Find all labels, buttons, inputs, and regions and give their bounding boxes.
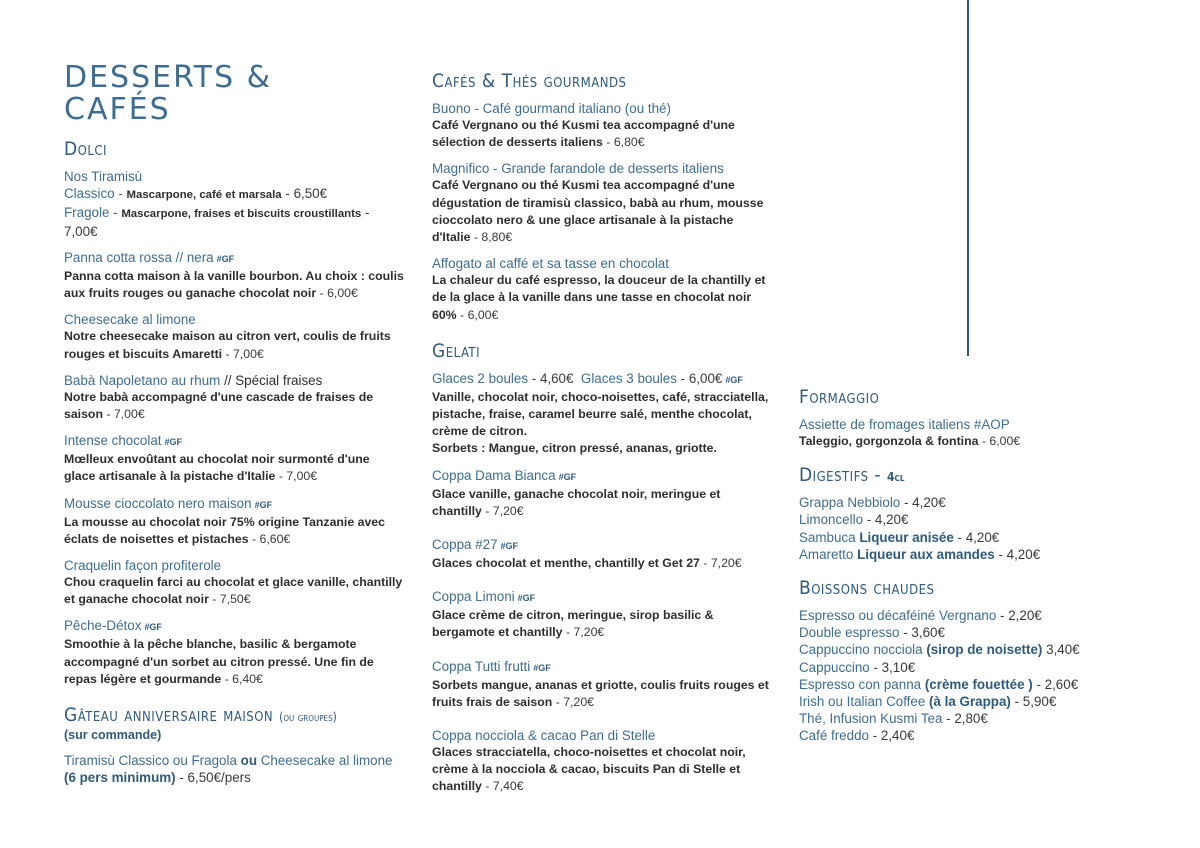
item-price: 7,20€ xyxy=(573,625,605,640)
classico-desc: Mascarpone, café et marsala xyxy=(126,189,282,201)
item-price: 4,20€ xyxy=(965,529,1000,545)
item-desc: Glaces chocolat et menthe, chantilly et Get 27 xyxy=(432,556,700,571)
item-name: Cappuccino xyxy=(799,659,870,675)
gf-tag: #GF xyxy=(533,662,551,673)
tiramisu-fragole-line: Fragole - Mascarpone, fraises et biscuits croustillants - 7,00€ xyxy=(64,205,370,239)
list-item: Espresso ou décaféiné Vergnano - 2,20€ xyxy=(799,608,1042,624)
list-item: Double espresso - 3,60€ xyxy=(799,625,945,641)
item-price: 6,40€ xyxy=(232,671,263,686)
item-price: 2,40€ xyxy=(880,728,915,744)
item-name: Irish ou Italian Coffee xyxy=(799,694,926,710)
page-title xyxy=(64,62,404,126)
dolci-item: Cheesecake al limone Notre cheesecake maison au citron vert, coulis de fruits rouges et biscuits Amaretti - 7,00€ xyxy=(64,312,391,361)
classico-name: Classico xyxy=(64,186,115,201)
gateau-line xyxy=(64,752,404,769)
column-cafes-gelati xyxy=(432,70,772,805)
dolci-item: Craquelin façon profiterole Chou craquelin farci au chocolat et glace vanille, chantilly et ganache chocolat noir - 7,50€ xyxy=(64,558,403,607)
gf-tag: #GF xyxy=(164,437,183,448)
item-name: Coppa #27 xyxy=(432,537,498,553)
item-suffix: // Spécial fraises xyxy=(224,372,323,388)
gateau-price-line: (6 pers minimum) - 6,50€/pers xyxy=(64,770,251,786)
item-name: Buono - Café gourmand italiano (ou thé) xyxy=(432,101,671,116)
list-item xyxy=(799,641,1099,658)
dolci-heading: Dolci xyxy=(64,138,107,160)
item-name: Coppa Dama Bianca xyxy=(432,467,556,483)
boissons-heading: Boissons chaudes xyxy=(799,577,935,600)
item-price: 7,50€ xyxy=(219,592,251,607)
item-name: Espresso ou décaféiné Vergnano xyxy=(799,608,997,624)
item-name: Coppa nocciola & cacao Pan di Stelle xyxy=(432,728,656,744)
fragole-name: Fragole xyxy=(64,205,110,220)
list-item: Cappuccino - 3,10€ xyxy=(799,659,916,675)
column-formaggio-boissons xyxy=(799,386,1099,745)
gateau-or: ou xyxy=(240,753,257,769)
gf-tag: #GF xyxy=(558,471,577,482)
gelati-heading: Gelati xyxy=(432,339,481,362)
item-desc: La mousse au chocolat noir 75% origine Tanzanie avec éclats de noisettes et pistaches xyxy=(64,514,385,546)
fragole-desc: Mascarpone, fraises et biscuits croustillants xyxy=(121,208,362,220)
item-desc: Panna cotta maison à la vanille bourbon. Au choix : coulis aux fruits rouges ou ganache chocolat noir xyxy=(64,269,404,301)
item-name: Panna cotta rossa // nera xyxy=(64,250,214,265)
boissons-list xyxy=(799,607,1099,745)
item-name: Craquelin façon profiterole xyxy=(64,558,222,574)
item-name: Cheesecake al limone xyxy=(64,312,196,328)
item-name: Amaretto xyxy=(799,546,854,562)
gf-tag: #GF xyxy=(144,622,162,633)
item-desc: Chou craquelin farci au chocolat et glace vanille, chantilly et ganache chocolat noir xyxy=(64,575,403,607)
sorbets-flavours: Sorbets : Mangue, citron pressé, ananas, griotte. xyxy=(432,441,717,456)
digestifs-heading-text: Digestifs - xyxy=(799,464,888,487)
item-price: 6,00€ xyxy=(327,286,358,301)
item-price: 7,00€ xyxy=(233,346,264,361)
item-desc: Taleggio, gorgonzola & fontina xyxy=(799,434,979,448)
dolci-item: Pêche-Détox #GF Smoothie à la pêche blanche, basilic & bergamote accompagné d'un sorbet au citron pressé. Une fin de repas légère et gourmande - 6,40€ xyxy=(64,618,374,686)
item-price: 3,10€ xyxy=(881,659,916,675)
gateau-min: (6 pers minimum) xyxy=(64,770,176,786)
item-price: 4,20€ xyxy=(874,512,909,528)
dolci-item: Mousse cioccolato nero maison #GF La mousse au chocolat noir 75% origine Tanzanie avec éclats de noisettes et pistaches - 6,60€ xyxy=(64,495,385,546)
item-price: 4,20€ xyxy=(912,495,946,511)
item-desc: Sorbets mangue, ananas et griotte, coulis fruits rouges et fruits frais de saison xyxy=(432,677,769,709)
coppa-item: Coppa Tutti frutti #GF Sorbets mangue, ananas et griotte, coulis fruits rouges et fruits frais de saison - 7,20€ xyxy=(432,658,769,709)
list-item: Thé, Infusion Kusmi Tea - 2,80€ xyxy=(799,711,988,727)
item-name: Coppa Tutti frutti xyxy=(432,658,531,674)
fragole-price: 7,00€ xyxy=(64,224,98,239)
item-desc: Glace crème de citron, meringue, sirop basilic & bergamote et chantilly xyxy=(432,608,714,640)
item-price: 7,00€ xyxy=(113,407,145,422)
item-name: Sambuca xyxy=(799,529,856,545)
item-price: 7,40€ xyxy=(492,779,524,794)
cafes-heading: Cafés & Thés gourmands xyxy=(432,70,627,92)
item-name: Affogato al caffé et sa tasse en chocolat xyxy=(432,256,669,272)
column-dolci xyxy=(64,62,404,786)
dolci-item: Babà Napoletano au rhum // Spécial fraises Notre babà accompagné d'une cascade de fraises de saison - 7,00€ xyxy=(64,372,374,422)
item-name: Double espresso xyxy=(799,625,900,641)
item-desc: Notre babà accompagné d'une cascade de fraises de saison xyxy=(64,389,374,422)
item-price: 6,80€ xyxy=(613,135,645,150)
item-name: Babà Napoletano au rhum xyxy=(64,372,221,388)
item-name: Thé, Infusion Kusmi Tea xyxy=(799,711,943,727)
item-price: 6,00€ xyxy=(467,307,499,322)
item-desc: Café Vergnano ou thé Kusmi tea accompagné d'une dégustation de tiramisù classico, babà au rhum, mousse cioccolato nero & une glace artisanale à la pistache d'Italie xyxy=(432,178,764,245)
formaggio-heading: Formaggio xyxy=(799,386,880,408)
gf-tag: #GF xyxy=(216,254,235,264)
glaces-2-name: Glaces 2 boules xyxy=(432,370,529,386)
gf-tag: #GF xyxy=(725,374,743,385)
gateau-heading-suffix: (ou groupes) xyxy=(279,710,337,725)
item-name: Espresso con panna xyxy=(799,676,922,692)
cafe-item: Buono - Café gourmand italiano (ou thé) Café Vergnano ou thé Kusmi tea accompagné d'une sélection de desserts italiens - 6,80€ xyxy=(432,100,772,151)
coppa-item: Coppa #27 #GF Glaces chocolat et menthe, chantilly et Get 27 - 7,20€ xyxy=(432,537,742,571)
item-name: Coppa Limoni xyxy=(432,589,515,605)
item-desc: Glace vanille, ganache chocolat noir, meringue et chantilly xyxy=(432,486,721,518)
glaces-flavours: Vanille, chocolat noir, choco-noisettes, café, stracciatella, pistache, fraise, caramel beurre salé, menthe chocolat, crème de citron. xyxy=(432,389,769,439)
item-price: 7,20€ xyxy=(492,503,524,518)
list-item: Irish ou Italian Coffee (à la Grappa) - 5,90€ xyxy=(799,694,1057,710)
item-name: Intense chocolat xyxy=(64,433,162,449)
item-name: Limoncello xyxy=(799,512,864,528)
item-desc: La chaleur du café espresso, la douceur de la chantilly et de la glace à la vanille dans une tasse en chocolat noir 60% xyxy=(432,273,766,322)
gateau-heading xyxy=(64,704,404,726)
list-item: Espresso con panna (crème fouettée ) - 2,60€ xyxy=(799,676,1079,692)
item-desc: Notre cheesecake maison au citron vert, coulis de fruits rouges et biscuits Amaretti xyxy=(64,329,391,361)
item-desc: Mœlleux envoûtant au chocolat noir surmonté d'une glace artisanale à la pistache d'Italie xyxy=(64,452,370,484)
gateau-option-b: Cheesecake al limone xyxy=(260,753,393,769)
glaces-2-price: 4,60€ xyxy=(539,370,574,386)
digestifs-unit: 4cl xyxy=(887,470,905,485)
coppa-item: Coppa Limoni #GF Glace crème de citron, meringue, sirop basilic & bergamote et chantilly - 7,20€ xyxy=(432,589,714,640)
gateau-price: 6,50€/pers xyxy=(187,770,251,786)
dolci-item: Intense chocolat #GF Mœlleux envoûtant au chocolat noir surmonté d'une glace artisanale à la pistache d'Italie - 7,00€ xyxy=(64,433,370,484)
item-name: Cappuccino nocciola xyxy=(799,642,923,658)
item-desc: Glaces stracciatella, choco-noisettes et chocolat noir, crème à la nocciola & cacao, biscuits Pan di Stelle et chantilly xyxy=(432,745,746,794)
formaggio-item: Assiette de fromages italiens #AOP Taleggio, gorgonzola & fontina - 6,00€ xyxy=(799,416,1099,450)
item-price: 2,80€ xyxy=(954,711,988,727)
gf-tag: #GF xyxy=(254,499,273,510)
dolci-item: Panna cotta rossa // nera #GF Panna cotta maison à la vanille bourbon. Au choix : coulis aux fruits rouges ou ganache chocolat noir - 6,00€ xyxy=(64,250,404,301)
item-price: 2,20€ xyxy=(1008,608,1042,624)
title-line-1: DESSERTS & xyxy=(64,60,273,95)
item-name: Mousse cioccolato nero maison xyxy=(64,495,252,511)
gateau-note: (sur commande) xyxy=(64,728,162,743)
gf-tag: #GF xyxy=(500,541,519,552)
item-desc: Smoothie à la pêche blanche, basilic & bergamote accompagné d'un sorbet au citron pressé. Une fin de repas légère et gourmande xyxy=(64,637,374,686)
glaces-3-name: Glaces 3 boules xyxy=(580,370,677,386)
item-price: 8,80€ xyxy=(481,230,513,245)
item-name: Grappa Nebbiolo xyxy=(799,495,901,511)
item-price: 3,60€ xyxy=(911,625,945,641)
list-item: Limoncello - 4,20€ xyxy=(799,512,909,528)
tiramisu-item xyxy=(64,168,404,240)
item-price: 7,20€ xyxy=(710,556,742,571)
item-price: 3,40€ xyxy=(1046,642,1080,658)
glaces-item: Glaces 2 boules - 4,60€ Glaces 3 boules - 6,00€ #GF Vanille, chocolat noir, choco-noisettes, café, stracciatella, pistache, fraise, caramel beurre salé, menthe chocolat, crème de citron. Sorbets : Mangue, citron pressé, ananas, griotte. xyxy=(432,370,772,458)
glaces-3-price: 6,00€ xyxy=(688,370,723,386)
item-extra: (sirop de noisette) xyxy=(926,642,1043,658)
item-name: Café freddo xyxy=(799,728,869,744)
vertical-divider xyxy=(967,0,969,356)
digestifs-heading xyxy=(799,464,1099,486)
item-price: 7,20€ xyxy=(563,694,594,709)
item-extra: (crème fouettée ) xyxy=(924,676,1033,692)
item-name: Assiette de fromages italiens #AOP xyxy=(799,417,1010,432)
cafe-item: Magnifico - Grande farandole de desserts italiens Café Vergnano ou thé Kusmi tea accompagné d'une dégustation de tiramisù classico, babà au rhum, mousse cioccolato nero & une glace artisanale à la pistache d'Italie - 8,80€ xyxy=(432,160,772,246)
list-item: Café freddo - 2,40€ xyxy=(799,728,915,744)
classico-price: 6,50€ xyxy=(293,186,328,201)
coppa-item: Coppa nocciola & cacao Pan di Stelle Glaces stracciatella, choco-noisettes et chocolat noir, crème à la nocciola & cacao, biscuits Pan di Stelle et chantilly - 7,40€ xyxy=(432,728,746,794)
item-name: Pêche-Détox xyxy=(64,618,142,634)
list-item: Grappa Nebbiolo - 4,20€ xyxy=(799,495,946,511)
cafe-item: Affogato al caffé et sa tasse en chocolat La chaleur du café espresso, la douceur de la chantilly et de la glace à la vanille dans une tasse en chocolat noir 60% - 6,00€ xyxy=(432,255,772,324)
item-extra: (à la Grappa) xyxy=(929,694,1011,710)
list-item: Sambuca Liqueur anisée - 4,20€ xyxy=(799,529,1000,545)
gateau-option-a: Tiramisù Classico ou Fragola xyxy=(64,753,237,769)
item-desc: Café Vergnano ou thé Kusmi tea accompagné d'une sélection de desserts italiens xyxy=(432,118,735,150)
item-extra: Liqueur aux amandes xyxy=(857,546,995,562)
digestifs-list xyxy=(799,494,1099,563)
tiramisu-classico-line: Classico - Mascarpone, café et marsala - 6,50€ xyxy=(64,186,328,201)
item-extra: Liqueur anisée xyxy=(859,529,954,545)
item-price: 4,20€ xyxy=(1006,546,1041,562)
item-price: 6,60€ xyxy=(259,531,291,546)
list-item: Amaretto Liqueur aux amandes - 4,20€ xyxy=(799,546,1041,562)
item-price: 7,00€ xyxy=(286,469,318,484)
gateau-heading-text: Gâteau anniversaire maison xyxy=(64,704,274,727)
coppa-item: Coppa Dama Bianca #GF Glace vanille, ganache chocolat noir, meringue et chantilly - 7,20€ xyxy=(432,467,721,518)
item-name: Magnifico - Grande farandole de desserts italiens xyxy=(432,161,724,177)
tiramisu-name: Nos Tiramisù xyxy=(64,169,143,184)
item-price: 2,60€ xyxy=(1044,676,1079,692)
item-price: 6,00€ xyxy=(989,434,1021,448)
item-price: 5,90€ xyxy=(1022,694,1057,710)
gf-tag: #GF xyxy=(517,593,536,604)
title-line-2: CAFÉS xyxy=(64,92,171,127)
